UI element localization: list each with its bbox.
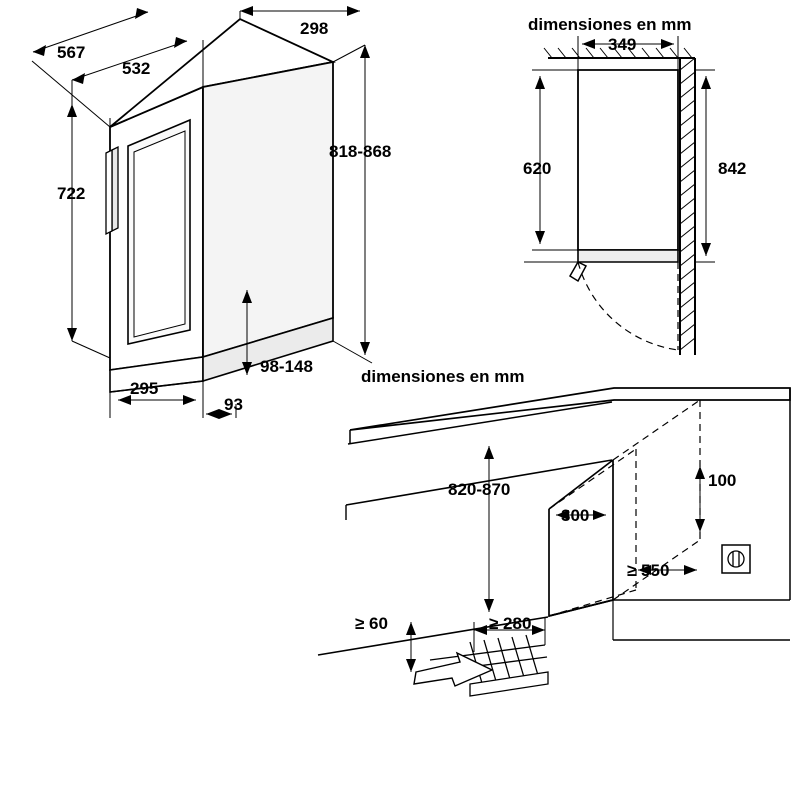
dim-label-295: 295 [130,379,159,398]
dim-label-93: 93 [224,395,243,414]
niche-view-group [318,388,790,696]
dim-label-532: 532 [122,59,151,78]
dim-label-100: 100 [708,471,737,490]
plan-view-group [544,48,695,355]
dim-label-60: ≥ 60 [355,614,388,633]
dim-label-98-148: 98-148 [260,357,313,376]
unit-note-plan: dimensiones en mm [528,15,692,34]
dim-label-820-870: 820-870 [448,480,511,499]
dim-label-818-868: 818-868 [329,142,392,161]
dim-label-298: 298 [300,19,329,38]
dim-label-722: 722 [57,184,86,203]
dim-label-842: 842 [718,159,747,178]
dim-label-567: 567 [57,43,86,62]
appliance-front-face [106,87,203,370]
dim-label-620: 620 [523,159,552,178]
dim-label-280: ≥ 280 [489,614,532,633]
dim-label-300: 300 [561,506,590,525]
dim-label-349: 349 [608,35,637,54]
dim-label-550: ≥ 550 [627,561,670,580]
appliance-side-face [203,62,333,357]
unit-note-niche: dimensiones en mm [361,367,525,386]
